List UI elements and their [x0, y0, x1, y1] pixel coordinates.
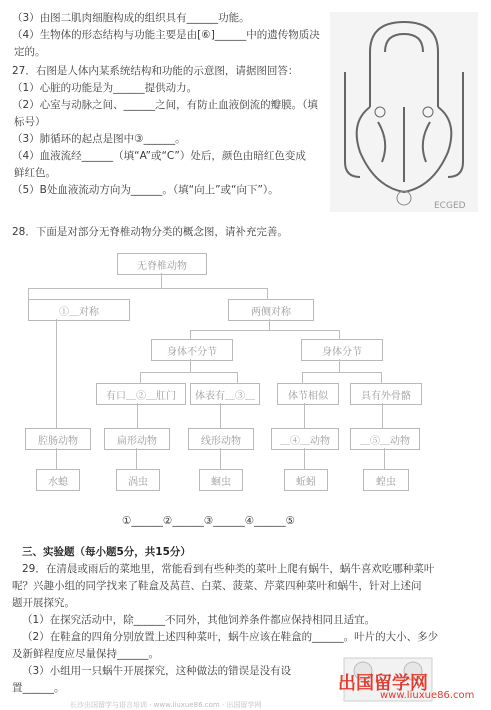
- concept-annelids: ＿④＿动物: [271, 428, 339, 450]
- q29-l3: 题开展探究。: [12, 597, 75, 609]
- connector: [304, 403, 305, 429]
- q27-l3: （3）肺循环的起点是图中③______。: [12, 133, 186, 145]
- concept-mouth-anus: 有口＿②＿肛门: [96, 383, 186, 405]
- concept-unsegmented: 身体不分节: [151, 339, 233, 361]
- connector: [220, 403, 221, 429]
- connector: [161, 273, 162, 289]
- connector: [56, 319, 57, 429]
- figure-label: ECGED: [434, 201, 466, 211]
- connector: [384, 448, 385, 470]
- q29-l4: （1）在探究活动中，除______不同外，其他饲养条件都应保持相同且适宜。: [22, 614, 376, 626]
- q-prev-line4a: （4）生物体的形态结构与功能主要是由[⑥]______中的遗传物质决: [12, 29, 320, 41]
- concept-segmented: 身体分节: [301, 339, 383, 361]
- watermark-logo: 出国留学网: [338, 673, 428, 694]
- connector: [304, 448, 305, 470]
- connector: [190, 330, 340, 331]
- q27-l4b: 鲜红色。: [14, 167, 56, 179]
- concept-arthropods: ＿⑤＿动物: [350, 428, 420, 450]
- connector: [28, 288, 268, 289]
- connector: [220, 448, 221, 470]
- q29-l7: （3）小组用一只蜗牛开展探究，这种做法的错误是没有设: [22, 665, 292, 677]
- circulatory-system-figure: [330, 12, 478, 212]
- watermark-url: www.liuxue86.com: [380, 690, 475, 701]
- q27-l5: （5）B处血液流动方向为______。（填“向上”或“向下”）。: [12, 184, 279, 196]
- connector: [339, 359, 340, 373]
- q29-l5: （2）在鞋盒的四角分别放置上述四种菜叶，蜗牛应该在鞋盒的______。叶片的大小、多少: [22, 631, 439, 643]
- concept-coelenterates: 腔肠动物: [25, 428, 91, 450]
- connector: [56, 448, 57, 470]
- section3-title: 三、实验题（每小题5分，共15分）: [22, 546, 191, 558]
- q27-l2b: 标号）: [14, 116, 46, 128]
- q29-l2: 呢？兴趣小组的同学找来了鞋盒及莴苣、白菜、菠菜、芹菜四种菜叶和蜗牛，针对上述问: [12, 580, 422, 592]
- concept-exoskeleton: 具有外骨骼: [350, 383, 422, 405]
- q28-title: 28．下面是对部分无脊椎动物分类的概念图，请补充完善。: [12, 226, 288, 238]
- connector: [302, 372, 382, 373]
- q28-answer-line: ①______②______③______④______⑤: [122, 515, 296, 527]
- example-locust: 蝗虫: [363, 469, 409, 491]
- example-earthworm: 蚯蚓: [284, 469, 328, 491]
- q29-l6: 及新鲜程度应尽量保持______。: [12, 648, 159, 660]
- q29-l1: 29．在清晨或雨后的菜地里，常能看到有些种类的菜叶上爬有蜗牛，蜗牛喜欢吃哪种菜叶: [22, 563, 435, 575]
- concept-body-surface: 体表有＿③＿: [190, 383, 260, 405]
- connector: [137, 403, 138, 429]
- q29-l8: 置______。: [12, 682, 65, 694]
- concept-radial-symmetry: ①＿对称: [28, 299, 130, 321]
- concept-root: 无脊椎动物: [117, 253, 207, 275]
- q-prev-line4b: 定的。: [14, 46, 46, 58]
- example-planarian: 涡虫: [116, 469, 160, 491]
- q27-l4a: （4）血液流经______（填“A”或“C”）处后，颜色由暗红色变成: [12, 150, 306, 162]
- page-footer: 长沙出国留学与语言培训 · www.liuxue86.com · 出国留学网: [70, 701, 262, 709]
- concept-flatworms: 扁形动物: [104, 428, 170, 450]
- q27-l2a: （2）心室与动脉之间、______之间，有防止血液倒流的瓣膜。（填: [12, 99, 318, 111]
- q27-l1: （1）心脏的功能是为______提供动力。: [12, 82, 198, 94]
- connector: [136, 448, 137, 470]
- example-hydra: 水螅: [36, 469, 80, 491]
- connector: [140, 372, 238, 373]
- connector: [190, 359, 191, 373]
- q27-title: 27．右图是人体内某系统结构和功能的示意图，请据图回答：: [12, 65, 299, 77]
- concept-bilateral-symmetry: 两侧对称: [228, 299, 314, 321]
- connector: [382, 403, 383, 429]
- concept-roundworms: 线形动物: [188, 428, 254, 450]
- q-prev-line3: （3）由图二肌肉细胞构成的组织具有______功能。: [12, 12, 250, 24]
- concept-similar-segments: 体节相似: [277, 383, 339, 405]
- example-roundworm: 蛔虫: [199, 469, 243, 491]
